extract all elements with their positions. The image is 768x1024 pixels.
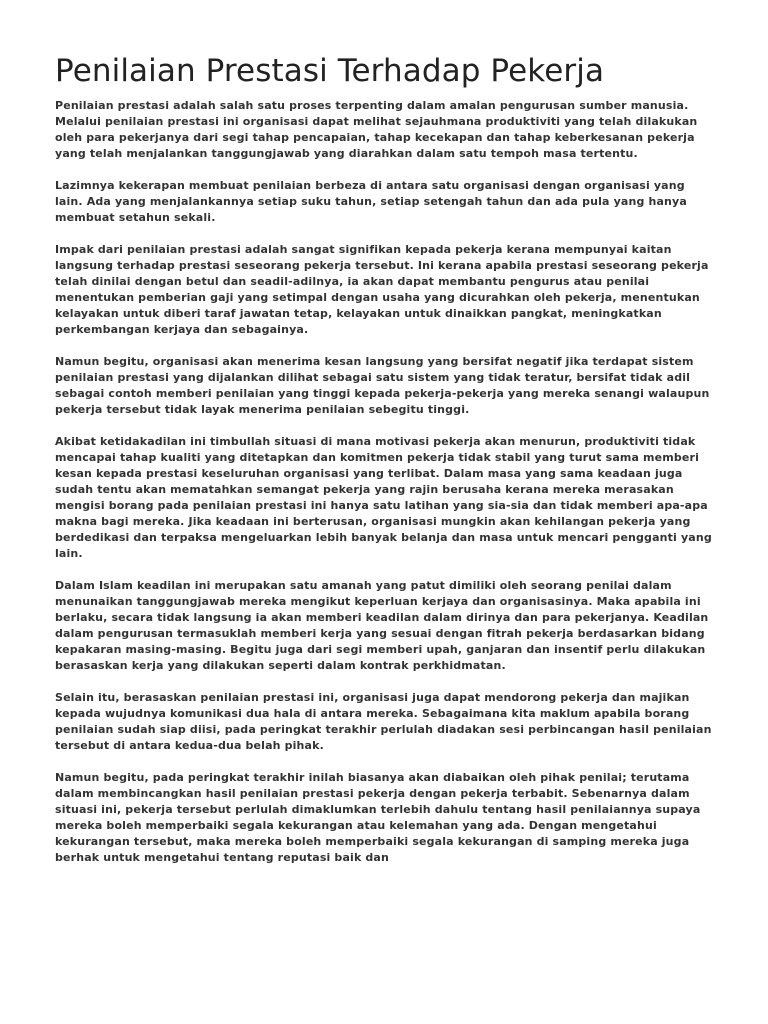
paragraph-7: Selain itu, berasaskan penilaian prestasi ini, organisasi juga dapat mendorong pekerja dan majikan kepada wujudnya komunikasi dua hala di antara mereka. Sebagaimana kita maklum apabila borang penilaian sudah siap diisi, pada peringkat terakhir perlulah diadakan sesi perbincangan hasil penilaian tersebut di antara kedua-dua belah pihak. — [55, 691, 712, 752]
paragraph-5: Akibat ketidakadilan ini timbullah situasi di mana motivasi pekerja akan menurun, produktiviti tidak mencapai tahap kualiti yang ditetapkan dan komitmen pekerja tidak stabil yang turut sama memberi kesan kepada prestasi keseluruhan organisasi yang terlibat. Dalam masa yang sama keadaan juga sudah tentu akan mematahkan semangat pekerja yang rajin berusaha kerana mereka merasakan mengisi borang pada penilaian prestasi ini hanya satu latihan yang sia-sia dan tidak memberi apa-apa makna bagi mereka. Jika keadaan ini berterusan, organisasi mungkin akan kehilangan pekerja yang berdedikasi dan terpaksa mengeluarkan lebih banyak belanja dan masa untuk mencari pengganti yang lain. — [55, 435, 712, 560]
paragraph-8: Namun begitu, pada peringkat terakhir inilah biasanya akan diabaikan oleh pihak penilai; terutama dalam membincangkan hasil penilaian prestasi pekerja dengan pekerja terbabit. Sebenarnya dalam situasi ini, pekerja tersebut perlulah dimaklumkan terlebih dahulu tentang hasil penilaiannya supaya mereka boleh memperbaiki segala kekurangan atau kelemahan yang ada. Dengan mengetahui kekurangan tersebut, maka mereka boleh memperbaiki segala kekurangan di samping mereka juga berhak untuk mengetahui tentang reputasi baik dan — [55, 771, 701, 864]
paragraph-3: Impak dari penilaian prestasi adalah sangat signifikan kepada pekerja kerana mempunyai kaitan langsung terhadap prestasi seseorang pekerja tersebut. Ini kerana apabila prestasi seseorang pekerja telah dinilai dengan betul dan seadil-adilnya, ia akan dapat membantu pengurus atau penilai menentukan pemberian gaji yang setimpal dengan usaha yang dicurahkan oleh pekerja, menentukan kelayakan untuk diberi taraf jawatan tetap, kelayakan untuk dinaikkan pangkat, meningkatkan perkembangan kerjaya dan sebagainya. — [55, 243, 709, 336]
paragraph-4: Namun begitu, organisasi akan menerima kesan langsung yang bersifat negatif jika terdapat sistem penilaian prestasi yang dijalankan dilihat sebagai satu sistem yang tidak teratur, bersifat tidak adil sebagai contoh memberi penilaian yang tinggi kepada pekerja-pekerja yang mereka senangi walaupun pekerja tersebut tidak layak menerima penilaian sebegitu tinggi. — [55, 355, 710, 416]
paragraph-2: Lazimnya kekerapan membuat penilaian berbeza di antara satu organisasi dengan organisasi yang lain. Ada yang menjalankannya setiap suku tahun, setiap setengah tahun dan ada pula yang hanya membuat setahun sekali. — [55, 179, 687, 224]
paragraph-1: Penilaian prestasi adalah salah satu proses terpenting dalam amalan pengurusan sumber manusia. Melalui penilaian prestasi ini organisasi dapat melihat sejauhmana produktiviti yang telah dilakukan oleh para pekerjanya dari segi tahap pencapaian, tahap kecekapan dan tahap keberkesanan pekerja yang telah menjalankan tanggungjawab yang diarahkan dalam satu tempoh masa tertentu. — [55, 99, 698, 160]
document-title: Penilaian Prestasi Terhadap Pekerja — [55, 53, 605, 89]
paragraph-6: Dalam Islam keadilan ini merupakan satu amanah yang patut dimiliki oleh seorang penilai dalam menunaikan tanggungjawab mereka mengikut keperluan kerjaya dan organisasinya. Maka apabila ini berlaku, secara tidak langsung ia akan memberi keadilan dalam dirinya dan para pekerjanya. Keadilan dalam pengurusan termasuklah memberi kerja yang sesuai dengan fitrah pekerja berdasarkan bidang kepakaran masing-masing. Begitu juga dari segi memberi upah, ganjaran dan insentif perlu dilakukan berasaskan kerja yang dilakukan seperti dalam kontrak perkhidmatan. — [55, 579, 709, 672]
